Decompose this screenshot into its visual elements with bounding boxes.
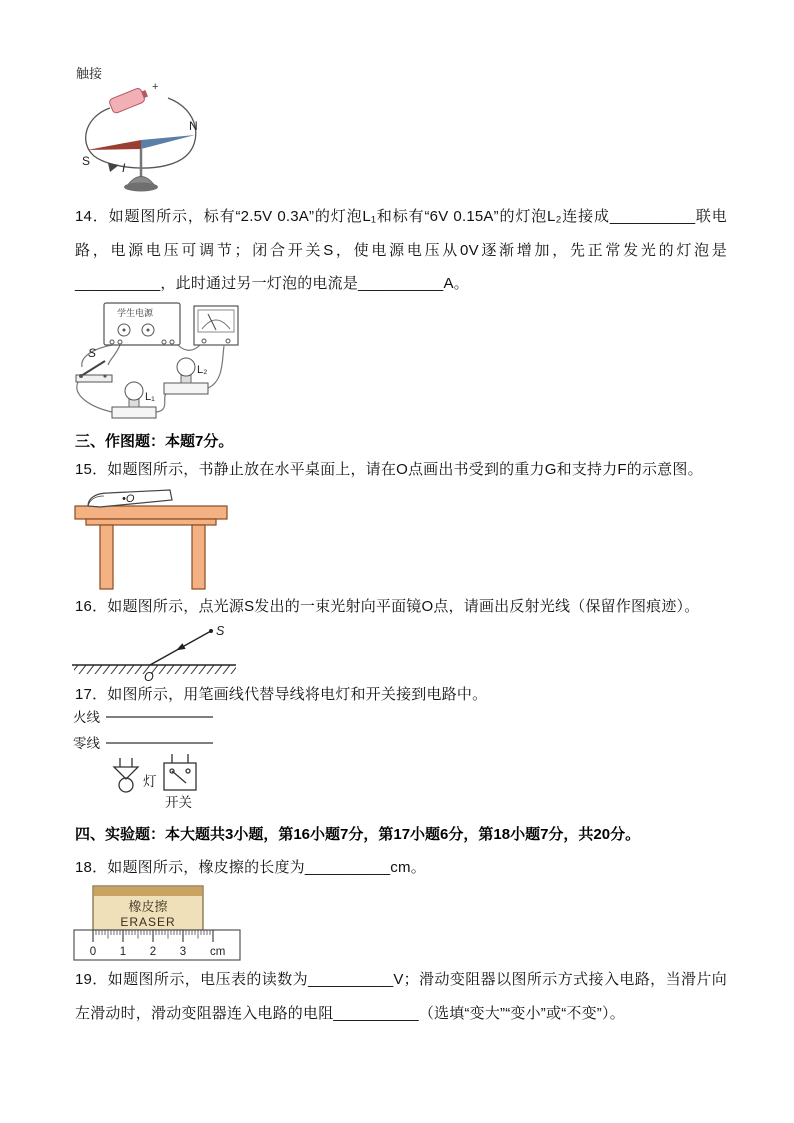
- point-o-label: •O: [122, 493, 135, 505]
- ruler-mark-2: 2: [149, 946, 157, 958]
- compass-needle-icon: [87, 135, 195, 150]
- power-supply-label: 学生电源: [117, 308, 154, 318]
- lamp1-label: L₁: [145, 391, 155, 403]
- south-pole-label: S: [82, 154, 91, 168]
- question-14-text: 14．如题图所示，标有“2.5V 0.3A”的灯泡L₁和标有“6V 0.15A”的灯泡L₂连接成__________联电路，电源电压可调节；闭合开关S，使电源电压从0V逐渐增加，先正常发光的灯泡是__________，此时通过另一灯泡的电流是__________A。: [75, 208, 727, 292]
- battery-plus-label: +: [152, 81, 159, 93]
- switch-label: 开关: [165, 795, 192, 810]
- lamp-label: 灯: [143, 774, 157, 789]
- question-15-text: 15．如题图所示，书静止放在水平桌面上，请在O点画出书受到的重力G和支持力F的示意图。: [75, 461, 703, 478]
- figure-plane-mirror: [70, 621, 242, 691]
- battery-icon: [108, 86, 149, 114]
- ruler-mark-0: 0: [89, 946, 97, 958]
- question-17-text: 17．如图所示，用笔画线代替导线将电灯和开关接到电路中。: [75, 686, 488, 703]
- section-4-heading: 四、实验题：本大题共3小题，第16小题7分，第17小题6分，第18小题7分，共20分。: [75, 826, 641, 843]
- question-19-text: 19．如题图所示，电压表的读数为__________V；滑动变阻器以图所示方式接入电路，当滑片向左滑动时，滑动变阻器连入电路的电阻__________（选填“变大”“变小”或“不变”）。: [75, 971, 727, 1022]
- mirror-hatching: [74, 665, 236, 674]
- figure-household-circuit: [73, 708, 223, 813]
- north-pole-label: N: [189, 119, 198, 133]
- eraser-label-en: ERASER: [120, 915, 176, 929]
- ruler-mark-3: 3: [179, 946, 187, 958]
- galvanometer-icon: [194, 306, 238, 345]
- section-3-heading: 三、作图题：本题7分。: [75, 433, 234, 450]
- question-16-text: 16．如题图所示，点光源S发出的一束光射向平面镜O点，请画出反射光线（保留作图痕迹）。: [75, 598, 700, 615]
- figure-book-on-table: [74, 486, 232, 594]
- table-icon: [75, 506, 227, 589]
- neutral-wire-label: 零线: [73, 736, 100, 751]
- switch-symbol-icon: [164, 754, 196, 790]
- needle-stand-icon: [124, 149, 158, 192]
- current-label: I: [122, 161, 126, 175]
- question-18-text: 18．如题图所示，橡皮擦的长度为__________cm。: [75, 859, 426, 876]
- touch-label: 触接: [76, 66, 103, 81]
- current-arrow-icon: [108, 163, 119, 172]
- switch-label: S: [88, 346, 97, 360]
- ruler-mark-1: 1: [119, 946, 127, 958]
- incidence-point-label: O: [144, 670, 154, 684]
- lamp-symbol-icon: [114, 758, 138, 792]
- lamp2-label: L₂: [197, 364, 208, 376]
- source-label: S: [216, 624, 225, 638]
- ruler-unit-label: cm: [210, 946, 226, 958]
- incident-ray-icon: [150, 629, 213, 665]
- figure-eraser-on-ruler: [72, 884, 247, 964]
- figure-circuit-setup: [72, 299, 257, 431]
- live-wire-label: 火线: [73, 710, 100, 725]
- eraser-label-cn: 橡皮擦: [128, 899, 168, 914]
- figure-magnet-experiment: [74, 64, 224, 204]
